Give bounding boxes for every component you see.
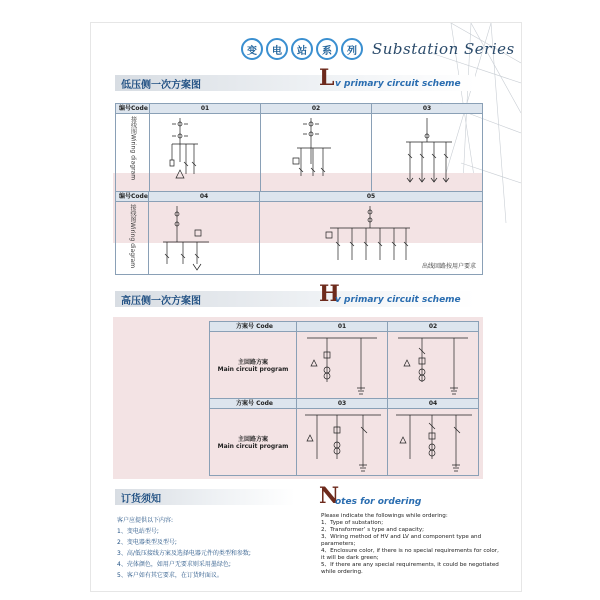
lv-diagram-01 [150,114,261,193]
lv-circuit-04-drawing [149,202,259,274]
lv-code-cell: 01 [150,104,261,114]
ordering-section-letter: N [319,483,340,509]
title-char: 电 [266,38,288,60]
ordering-en-item: 4、Enclosure color, if there is no special requirements for color, [321,548,499,554]
lv-code-header: 编号Code [116,104,150,114]
lv-section-title-en: v primary circuit scheme [335,79,461,89]
ordering-en-list [321,513,511,576]
hv-main-circuit-label [210,409,297,476]
ordering-cn-item: 2、变电器类型及型号; [117,539,177,546]
ordering-section-bar [115,489,295,505]
ordering-cn-item: 5、客户如有其它要求，在订货时面议。 [117,572,223,579]
series-title [241,37,515,61]
hv-section-title-en: v primary circuit scheme [335,295,461,305]
hv-diagram-03 [297,409,388,476]
hv-diagram-04 [388,409,479,476]
hv-main-circuit-label [210,332,297,399]
hv-code-cell: 03 [297,399,388,409]
lv-circuit-03-drawing [372,114,482,192]
ordering-cn-item: 3、高/低压接线方案及选择电器元件的类型和参数; [117,550,251,557]
lv-code-cell: 02 [261,104,372,114]
hv-main-en: Main circuit program [217,366,289,373]
lv-circuit-02-drawing [261,114,371,192]
lv-code-cell: 03 [372,104,483,114]
hv-diagram-01 [297,332,388,399]
lv-05-note: 出线回路按用户要求 [421,263,476,270]
lv-scheme-table-2 [115,191,483,275]
ordering-title-cn: 订货须知 [121,494,161,505]
ordering-en-item: Please indicate the followings while ordering: [321,513,448,519]
ordering-cn-item: 4、壳体颜色，如用户无要求则采用墨绿色; [117,561,231,568]
ordering-cn-item: 1、变电站型号; [117,528,159,535]
lv-diagram-02 [261,114,372,193]
lv-diagram-05 [260,202,483,275]
hv-circuit-04-drawing [388,409,478,475]
hv-circuit-01-drawing [297,332,387,398]
hv-main-cn: 主回路方案 [237,359,268,366]
hv-code-header: 方案号 Code [210,322,297,332]
hv-circuit-03-drawing [297,409,387,475]
title-english: Substation Series [372,40,515,58]
hv-main-en: Main circuit program [217,443,289,450]
lv-wiring-label-cell [116,202,149,275]
lv-wiring-label-cell [116,114,150,193]
hv-main-cn: 主回路方案 [237,436,268,443]
lv-section-letter: L [319,65,335,91]
hv-code-cell: 04 [388,399,479,409]
lv-wiring-label: 接线图Wiring diagram [129,116,137,181]
lv-wiring-label: 接线图Wiring diagram [129,204,136,269]
lv-diagram-04 [149,202,260,275]
ordering-title-en: otes for ordering [335,497,422,507]
hv-section-letter: H [319,281,340,307]
ordering-en-item: 5、If there are any special requirements, it could be negotiated [321,562,499,568]
hv-code-header: 方案号 Code [210,399,297,409]
lv-code-header: 编号Code [116,192,149,202]
lv-section-title-cn: 低压侧一次方案图 [121,80,201,91]
title-char: 系 [316,38,338,60]
ordering-en-item: 3、Wiring method of HV and LV and component type and [321,534,482,540]
ordering-cn-list [117,515,297,581]
hv-diagram-02 [388,332,479,399]
title-char: 列 [341,38,363,60]
lv-scheme-table [115,103,483,193]
ordering-cn-item: 客户应提供以下内容: [117,517,174,524]
ordering-en-item: it will be dark green; [321,555,379,561]
lv-code-cell: 04 [149,192,260,202]
hv-code-cell: 01 [297,322,388,332]
hv-code-cell: 02 [388,322,479,332]
lv-circuit-01-drawing [150,114,260,192]
title-char: 变 [241,38,263,60]
ordering-en-item: parameters; [321,541,356,547]
hv-circuit-02-drawing [388,332,478,398]
hv-scheme-table [209,321,479,476]
ordering-en-item: 2、Transformer’ s type and capacity; [321,527,425,533]
ordering-en-item: while ordering. [321,569,363,575]
lv-code-cell: 05 [260,192,483,202]
catalog-page [90,22,522,592]
ordering-en-item: 1、Type of substation; [321,520,384,526]
hv-section-title-cn: 高压侧一次方案图 [121,296,201,307]
title-char: 站 [291,38,313,60]
lv-diagram-03 [372,114,483,193]
